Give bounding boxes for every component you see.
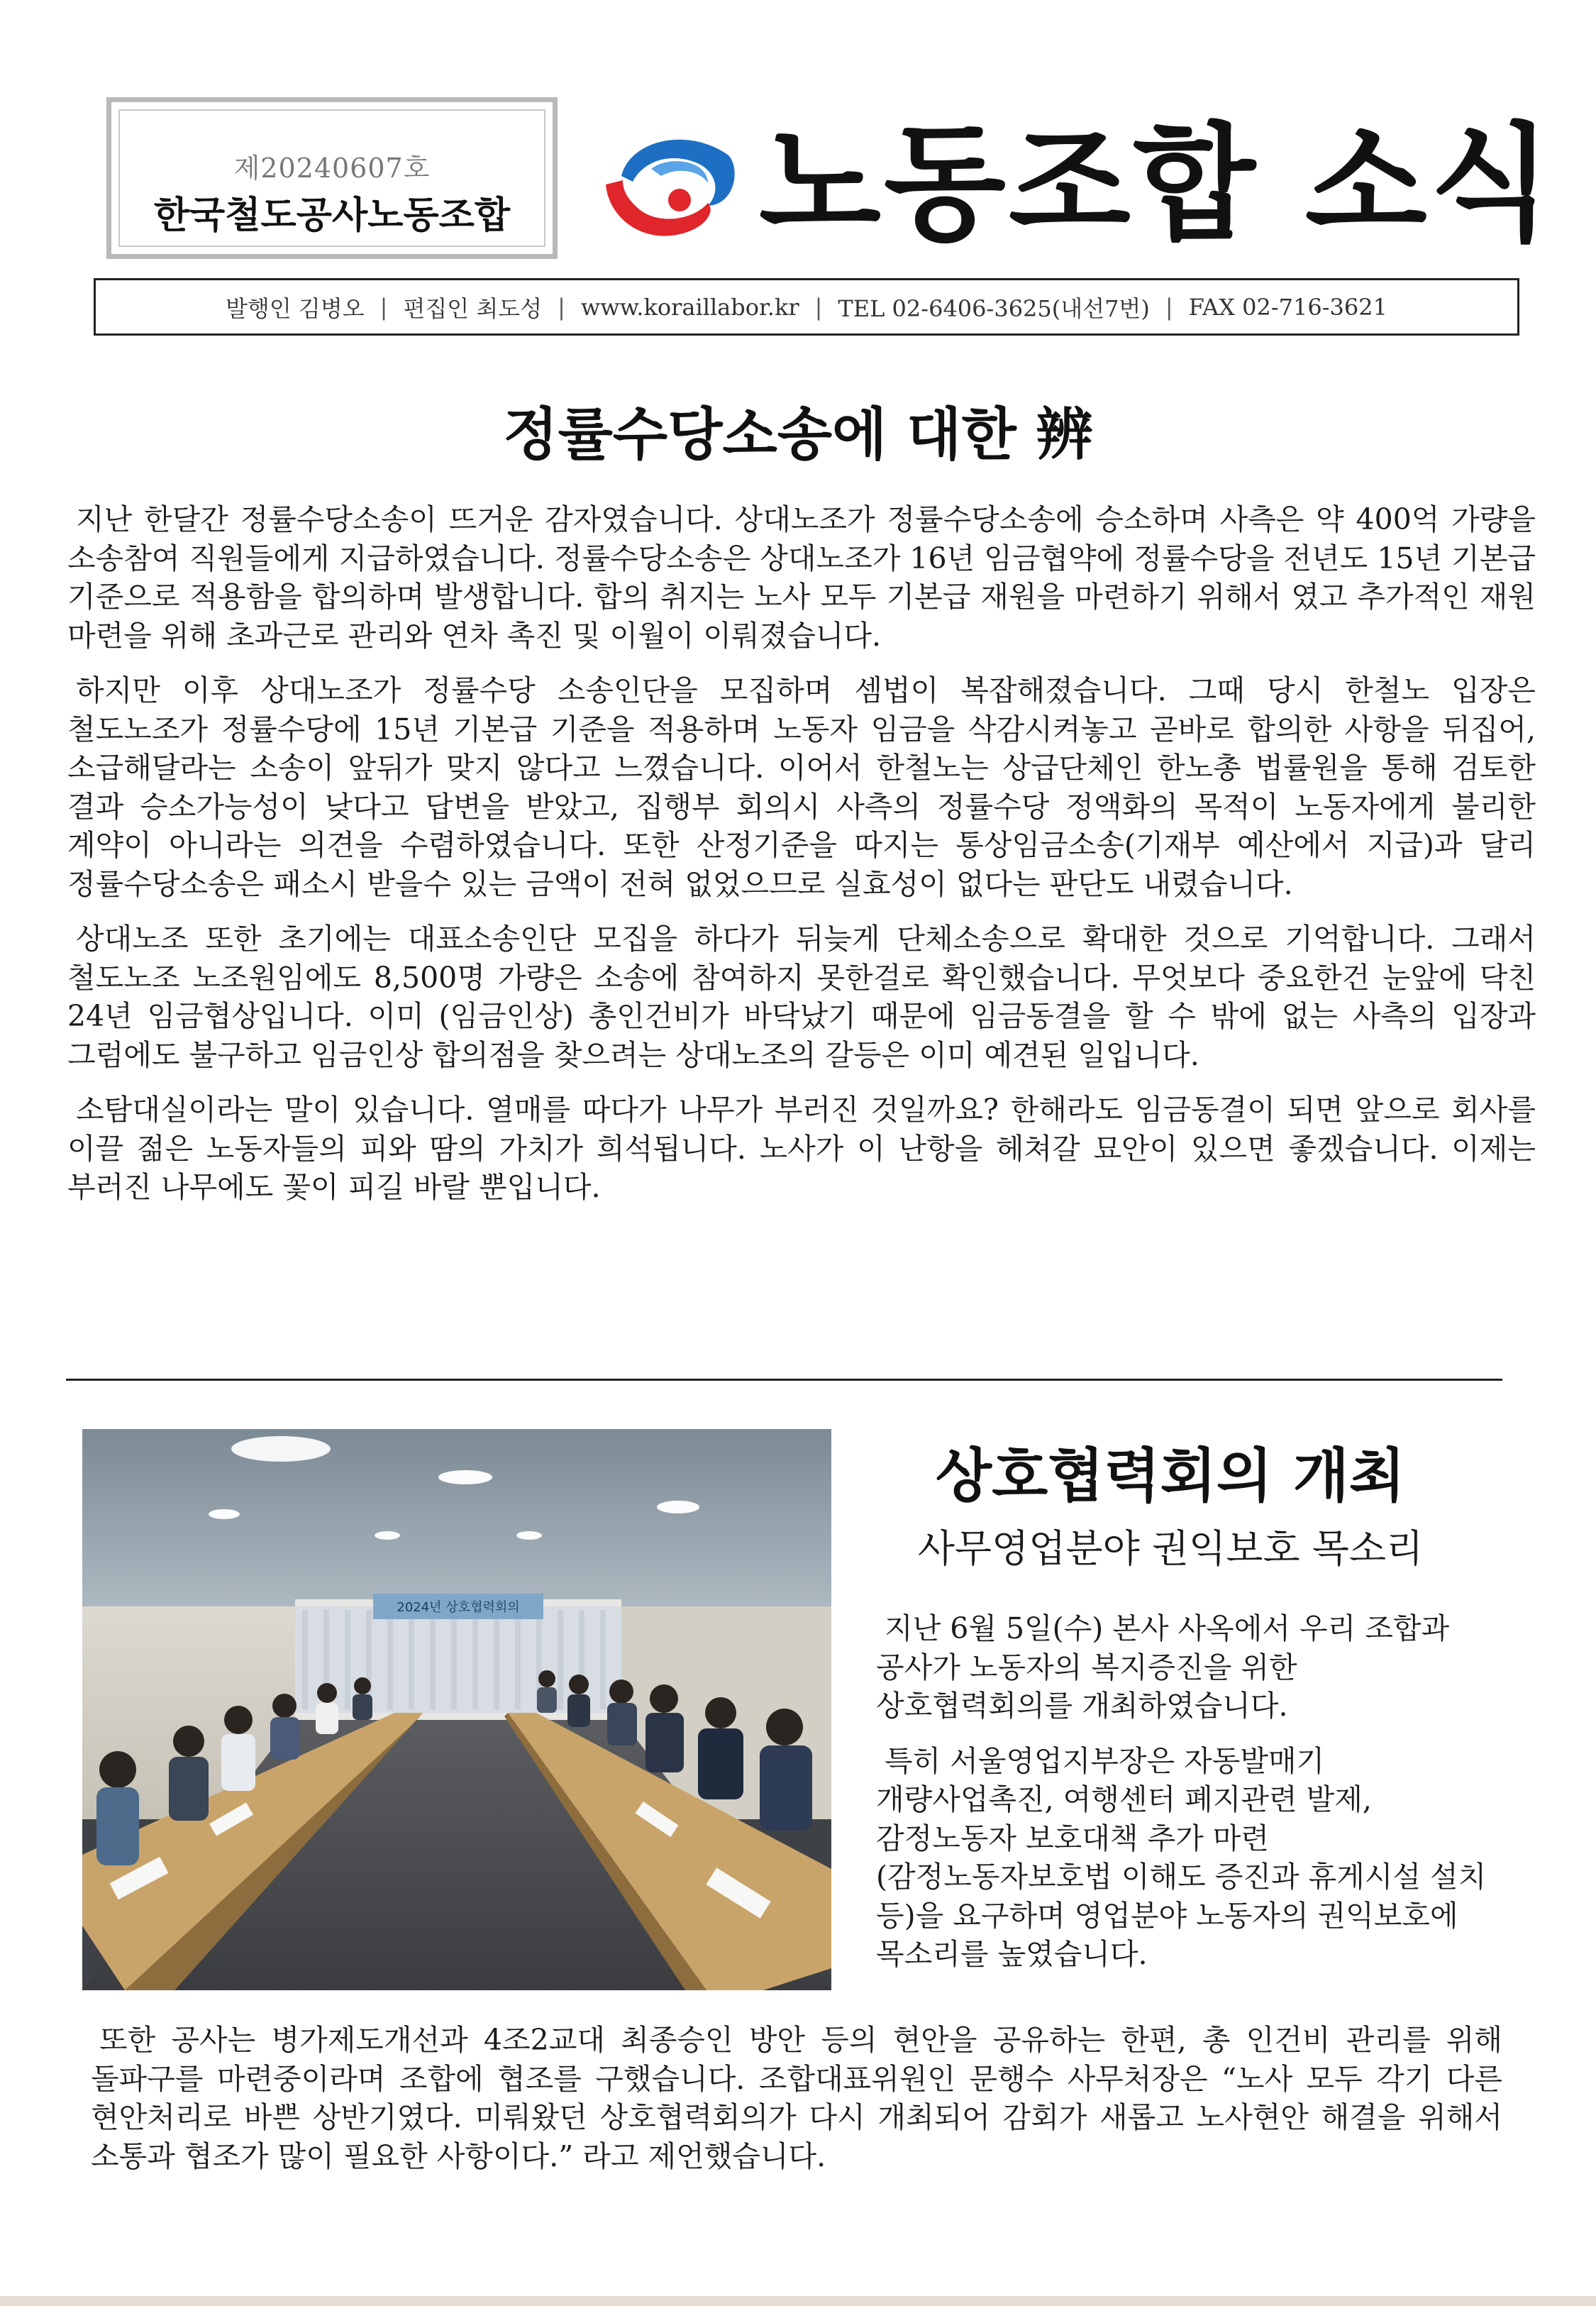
article1-title: 정률수당소송에 대한 辨 bbox=[503, 402, 1093, 468]
logo-red-dot bbox=[668, 189, 691, 211]
ceiling-light bbox=[516, 1531, 542, 1540]
publication-info-bar bbox=[94, 278, 1519, 336]
website-link[interactable]: www.koraillabor.kr bbox=[580, 293, 799, 321]
union-name: 한국철도공사노동조합 bbox=[153, 194, 511, 237]
article2-subtitle: 사무영업분야 권익보호 목소리 bbox=[917, 1526, 1424, 1571]
article2-paragraph: 특히 서울영업지부장은 자동발매기 개량사업촉진, 여행센터 폐지관련 발제, 감정노동자 보호대책 추가 마련 (감정노동자보호법 이해도 증진과 휴게시설 설치 등)을 요구하며 영업분야 노동자의 권익보호에 목소리를 높였습니다. bbox=[876, 1743, 1487, 1971]
article2-paragraph: 지난 6월 5일(수) 본사 사옥에서 우리 조합과 공사가 노동자의 복지증진을 위한 상호협력회의를 개최하였습니다. bbox=[876, 1611, 1450, 1723]
article2-bottom-body bbox=[91, 2021, 1502, 2192]
masthead-title: 노동조합 소식 bbox=[759, 111, 1555, 258]
logo-blue-swirl-inner bbox=[651, 161, 708, 183]
issue-box bbox=[106, 97, 558, 259]
article1-paragraph: 소탐대실이라는 말이 있습니다. 열매를 따다가 나무가 부러진 것일까요? 한해라도 임금동결이 되면 앞으로 회사를 이끌 젊은 노동자들의 피와 땀의 가치가 희석됩니다. 노사가 이 난항을 헤쳐갈 묘안이 있으면 좋겠습니다. 이제는 부러진 나무에도 꽃이 피길 바랄 뿐입니다. bbox=[67, 1093, 1536, 1204]
issue-box-inner-frame bbox=[118, 109, 545, 247]
issue-number: 제20240607호 bbox=[233, 153, 431, 184]
ceiling-light bbox=[231, 1436, 331, 1462]
info-separator: | bbox=[1165, 293, 1173, 321]
article2-bottom-paragraph: 또한 공사는 병가제도개선과 4조2교대 최종승인 방안 등의 현안을 공유하는 한편, 총 인건비 관리를 위해 돌파구를 마련중이라며 조합에 협조를 구했습니다. 조합대표위원인 문행수 사무처장은 “노사 모두 각기 다른 현안처리로 바쁜 상반기였다. 미뤄왔던 상호협력회의가 다시 개최되어 감회가 새롭고 노사현안 해결을 위해서 소통과 협조가 많이 필요한 사항이다.” 라고 제언했습니다. bbox=[91, 2023, 1502, 2173]
article1-body bbox=[67, 500, 1536, 1223]
publisher-info: 발행인 김병오 bbox=[226, 294, 365, 322]
ceiling-light bbox=[375, 1531, 400, 1540]
ceiling-light bbox=[657, 1501, 699, 1513]
ceiling-light bbox=[209, 1509, 240, 1519]
info-separator: | bbox=[558, 293, 565, 321]
info-separator: | bbox=[814, 293, 823, 321]
section-divider bbox=[66, 1379, 1502, 1381]
article1-paragraph: 하지만 이후 상대노조가 정률수당 소송인단을 모집하며 셈법이 복잡해졌습니다. 그때 당시 한철노 입장은 철도노조가 정률수당에 15년 기본급 기준을 적용하며 노동자 임금을 삭감시켜놓고 곧바로 합의한 사항을 뒤집어, 소급해달라는 소송이 앞뒤가 맞지 않다고 느꼈습니다. 이어서 한철노는 상급단체인 한노총 법률원을 통해 검토한 결과 승소가능성이 낮다고 답변을 받았고, 집행부 회의시 사측의 정률수당 정액화의 목적이 노동자에게 불리한 계약이 아니라는 의견을 수렴하였습니다. 또한 산정기준을 따지는 통상임금소송(기재부 예산에서 지급)과 달리 정률수당소송은 패소시 받을수 있는 금액이 전혀 없었으므로 실효성이 없다는 판단도 내렸습니다. bbox=[67, 673, 1536, 901]
logo-red-swirl bbox=[606, 180, 711, 236]
article2-title: 상호협력회의 개최 bbox=[935, 1442, 1406, 1510]
page-bottom-border bbox=[0, 2296, 1596, 2306]
meeting-photo-illustration bbox=[82, 1429, 831, 1990]
editor-info: 편집인 최도성 bbox=[403, 294, 543, 322]
article1-paragraph: 지난 한달간 정률수당소송이 뜨거운 감자였습니다. 상대노조가 정률수당소송에 승소하며 사측은 약 400억 가량을 소송참여 직원들에게 지급하였습니다. 정률수당소송은 상대노조가 16년 임금협약에 정률수당을 전년도 15년 기본급 기준으로 적용함을 합의하며 발생합니다. 합의 취지는 노사 모두 기본급 재원을 마련하기 위해서 였고 추가적인 재원 마련을 위해 초과근로 관리와 연차 촉진 및 이월이 이뤄졌습니다. bbox=[67, 502, 1536, 653]
info-separator: | bbox=[379, 293, 388, 321]
banner-text: 2024년 상호협력회의 bbox=[397, 1600, 520, 1615]
fax-info: FAX 02-716-3621 bbox=[1188, 293, 1387, 321]
union-logo-icon bbox=[602, 126, 743, 246]
telephone-info: TEL 02-6406-3625(내선7번) bbox=[838, 294, 1150, 322]
article1-paragraph: 상대노조 또한 초기에는 대표소송인단 모집을 하다가 뒤늦게 단체소송으로 확대한 것으로 기억합니다. 그래서 철도노조 노조원임에도 8,500명 가량은 소송에 참여하지 못한걸로 확인했습니다. 무엇보다 중요한건 눈앞에 닥친 24년 임금협상입니다. 이미 (임금인상) 총인건비가 바닥났기 때문에 임금동결을 할 수 밖에 없는 사측의 입장과 그럼에도 불구하고 임금인상 합의점을 찾으려는 상대노조의 갈등은 이미 예견된 일입니다. bbox=[67, 922, 1536, 1072]
article2-side-column bbox=[876, 1609, 1493, 1990]
meeting-photo bbox=[82, 1429, 831, 1990]
ceiling-light bbox=[438, 1470, 492, 1484]
